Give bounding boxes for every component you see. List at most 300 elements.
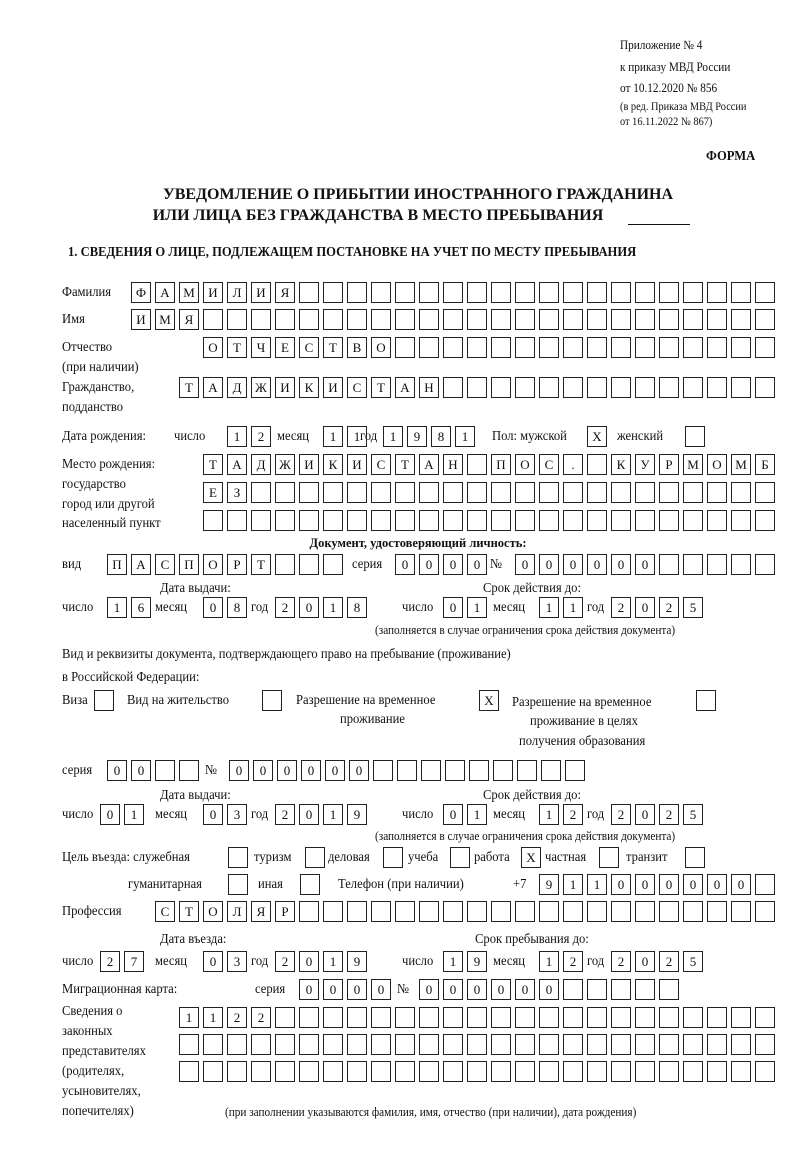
char-box-doc_number[interactable] — [731, 554, 751, 575]
char-box-surname[interactable] — [491, 282, 511, 303]
char-box-birth_year[interactable]: 1 — [383, 426, 403, 447]
char-box-legal_reps-0[interactable]: 1 — [203, 1007, 223, 1028]
char-box-surname[interactable] — [707, 282, 727, 303]
char-box-legal_reps-0[interactable] — [683, 1007, 703, 1028]
char-box-legal_reps-1[interactable] — [587, 1034, 607, 1055]
char-box-birthplace-2[interactable] — [323, 510, 343, 531]
char-box-profession[interactable] — [443, 901, 463, 922]
char-box-birthplace-1[interactable] — [491, 482, 511, 503]
char-box-name[interactable] — [299, 309, 319, 330]
char-box-migration_number[interactable] — [563, 979, 583, 1000]
char-box-doc_type[interactable]: Т — [251, 554, 271, 575]
char-box-surname[interactable] — [371, 282, 391, 303]
char-box-surname[interactable] — [467, 282, 487, 303]
checkbox-purpose-tourism[interactable] — [305, 847, 325, 868]
char-box-birthplace-0[interactable]: Ж — [275, 454, 295, 475]
char-box-doc_number[interactable]: 0 — [635, 554, 655, 575]
char-box-legal_reps-2[interactable] — [251, 1061, 271, 1082]
char-box-name[interactable] — [491, 309, 511, 330]
char-box-surname[interactable] — [443, 282, 463, 303]
char-box-birthplace-2[interactable] — [731, 510, 751, 531]
char-box-permit_series[interactable]: 0 — [131, 760, 151, 781]
char-box-stay_until-day[interactable]: 1 — [443, 951, 463, 972]
char-box-patronymic[interactable] — [515, 337, 535, 358]
char-box-legal_reps-1[interactable] — [707, 1034, 727, 1055]
char-box-name[interactable]: М — [155, 309, 175, 330]
char-box-profession[interactable]: О — [203, 901, 223, 922]
char-box-patronymic[interactable] — [587, 337, 607, 358]
char-box-birth_month[interactable]: 1 — [323, 426, 343, 447]
char-box-phone[interactable]: 0 — [683, 874, 703, 895]
char-box-legal_reps-0[interactable] — [611, 1007, 631, 1028]
checkbox-purpose-official[interactable] — [228, 847, 248, 868]
char-box-phone[interactable] — [755, 874, 775, 895]
char-box-legal_reps-2[interactable] — [635, 1061, 655, 1082]
char-box-legal_reps-2[interactable] — [515, 1061, 535, 1082]
char-box-doc_issue-year[interactable]: 2 — [275, 597, 295, 618]
char-box-permit_number[interactable]: 0 — [277, 760, 297, 781]
char-box-name[interactable] — [683, 309, 703, 330]
char-box-birthplace-1[interactable] — [299, 482, 319, 503]
char-box-birth_year[interactable]: 1 — [455, 426, 475, 447]
checkbox-purpose-business[interactable] — [383, 847, 403, 868]
char-box-legal_reps-1[interactable] — [203, 1034, 223, 1055]
char-box-birthplace-1[interactable] — [755, 482, 775, 503]
checkbox-residence_permit[interactable] — [262, 690, 282, 711]
char-box-legal_reps-1[interactable] — [611, 1034, 631, 1055]
char-box-migration_series[interactable]: 0 — [299, 979, 319, 1000]
char-box-doc_number[interactable] — [755, 554, 775, 575]
char-box-legal_reps-1[interactable] — [755, 1034, 775, 1055]
char-box-citizenship[interactable]: Т — [179, 377, 199, 398]
char-box-birthplace-2[interactable] — [251, 510, 271, 531]
char-box-permit_number[interactable] — [565, 760, 585, 781]
checkbox-purpose-humanitarian[interactable] — [228, 874, 248, 895]
char-box-birthplace-1[interactable] — [731, 482, 751, 503]
char-box-legal_reps-1[interactable] — [443, 1034, 463, 1055]
char-box-legal_reps-0[interactable] — [395, 1007, 415, 1028]
char-box-doc_issue-year[interactable]: 0 — [299, 597, 319, 618]
char-box-birthplace-2[interactable] — [467, 510, 487, 531]
char-box-doc_type[interactable]: П — [179, 554, 199, 575]
char-box-legal_reps-2[interactable] — [443, 1061, 463, 1082]
char-box-doc_number[interactable]: 0 — [539, 554, 559, 575]
char-box-profession[interactable] — [755, 901, 775, 922]
char-box-birthplace-1[interactable] — [707, 482, 727, 503]
char-box-profession[interactable] — [635, 901, 655, 922]
char-box-name[interactable] — [731, 309, 751, 330]
char-box-surname[interactable]: Я — [275, 282, 295, 303]
char-box-name[interactable] — [659, 309, 679, 330]
char-box-entry-day[interactable]: 7 — [124, 951, 144, 972]
char-box-migration_number[interactable] — [611, 979, 631, 1000]
char-box-name[interactable] — [587, 309, 607, 330]
char-box-birthplace-1[interactable] — [659, 482, 679, 503]
char-box-permit_number[interactable]: 0 — [301, 760, 321, 781]
char-box-birthplace-0[interactable]: П — [491, 454, 511, 475]
char-box-birth_year[interactable]: 9 — [407, 426, 427, 447]
char-box-legal_reps-0[interactable] — [299, 1007, 319, 1028]
char-box-name[interactable] — [755, 309, 775, 330]
char-box-birthplace-2[interactable] — [347, 510, 367, 531]
char-box-birthplace-0[interactable]: Т — [395, 454, 415, 475]
char-box-birthplace-1[interactable] — [539, 482, 559, 503]
char-box-profession[interactable] — [419, 901, 439, 922]
char-box-citizenship[interactable] — [467, 377, 487, 398]
char-box-surname[interactable] — [635, 282, 655, 303]
char-box-birthplace-0[interactable]: Б — [755, 454, 775, 475]
checkbox-purpose-private[interactable] — [599, 847, 619, 868]
char-box-surname[interactable]: А — [155, 282, 175, 303]
char-box-birthplace-0[interactable]: К — [611, 454, 631, 475]
char-box-birthplace-1[interactable] — [467, 482, 487, 503]
checkbox-purpose-study[interactable] — [450, 847, 470, 868]
char-box-citizenship[interactable]: Ж — [251, 377, 271, 398]
char-box-surname[interactable] — [611, 282, 631, 303]
char-box-permit_number[interactable] — [493, 760, 513, 781]
char-box-birthplace-0[interactable] — [467, 454, 487, 475]
char-box-legal_reps-1[interactable] — [275, 1034, 295, 1055]
char-box-legal_reps-0[interactable]: 2 — [251, 1007, 271, 1028]
char-box-permit_valid-year[interactable]: 2 — [659, 804, 679, 825]
char-box-birthplace-0[interactable]: И — [347, 454, 367, 475]
char-box-legal_reps-1[interactable] — [683, 1034, 703, 1055]
char-box-patronymic[interactable] — [539, 337, 559, 358]
char-box-surname[interactable] — [683, 282, 703, 303]
char-box-legal_reps-1[interactable] — [419, 1034, 439, 1055]
char-box-doc_issue-day[interactable]: 6 — [131, 597, 151, 618]
char-box-legal_reps-1[interactable] — [323, 1034, 343, 1055]
char-box-patronymic[interactable] — [491, 337, 511, 358]
char-box-entry-year[interactable]: 1 — [323, 951, 343, 972]
char-box-name[interactable] — [395, 309, 415, 330]
char-box-permit_series[interactable] — [155, 760, 175, 781]
char-box-legal_reps-1[interactable] — [659, 1034, 679, 1055]
char-box-stay_until-year[interactable]: 0 — [635, 951, 655, 972]
char-box-citizenship[interactable] — [659, 377, 679, 398]
char-box-migration_number[interactable] — [587, 979, 607, 1000]
char-box-phone[interactable]: 1 — [587, 874, 607, 895]
char-box-doc_valid-month[interactable]: 1 — [563, 597, 583, 618]
char-box-legal_reps-0[interactable] — [515, 1007, 535, 1028]
char-box-surname[interactable] — [347, 282, 367, 303]
char-box-birthplace-2[interactable] — [491, 510, 511, 531]
char-box-legal_reps-1[interactable] — [515, 1034, 535, 1055]
char-box-citizenship[interactable] — [443, 377, 463, 398]
char-box-citizenship[interactable] — [635, 377, 655, 398]
char-box-patronymic[interactable]: С — [299, 337, 319, 358]
char-box-birthplace-2[interactable] — [755, 510, 775, 531]
char-box-doc_issue-month[interactable]: 0 — [203, 597, 223, 618]
char-box-doc_issue-year[interactable]: 8 — [347, 597, 367, 618]
char-box-permit_issue-month[interactable]: 0 — [203, 804, 223, 825]
char-box-name[interactable] — [419, 309, 439, 330]
char-box-legal_reps-2[interactable] — [587, 1061, 607, 1082]
char-box-permit_number[interactable] — [445, 760, 465, 781]
char-box-birthplace-2[interactable] — [395, 510, 415, 531]
char-box-legal_reps-2[interactable] — [323, 1061, 343, 1082]
char-box-name[interactable] — [467, 309, 487, 330]
char-box-legal_reps-0[interactable] — [371, 1007, 391, 1028]
char-box-doc_type[interactable]: О — [203, 554, 223, 575]
char-box-stay_until-month[interactable]: 2 — [563, 951, 583, 972]
char-box-birthplace-2[interactable] — [515, 510, 535, 531]
char-box-name[interactable] — [227, 309, 247, 330]
char-box-profession[interactable] — [731, 901, 751, 922]
char-box-legal_reps-0[interactable] — [707, 1007, 727, 1028]
char-box-profession[interactable] — [707, 901, 727, 922]
char-box-legal_reps-0[interactable]: 2 — [227, 1007, 247, 1028]
char-box-patronymic[interactable] — [755, 337, 775, 358]
char-box-doc_number[interactable]: 0 — [563, 554, 583, 575]
checkbox-purpose-work[interactable]: X — [521, 847, 541, 868]
char-box-doc_issue-day[interactable]: 1 — [107, 597, 127, 618]
char-box-name[interactable] — [251, 309, 271, 330]
char-box-birthplace-2[interactable] — [611, 510, 631, 531]
char-box-name[interactable] — [635, 309, 655, 330]
char-box-permit_issue-day[interactable]: 1 — [124, 804, 144, 825]
char-box-patronymic[interactable]: Е — [275, 337, 295, 358]
char-box-permit_number[interactable] — [373, 760, 393, 781]
char-box-birthplace-1[interactable] — [563, 482, 583, 503]
char-box-profession[interactable] — [539, 901, 559, 922]
char-box-legal_reps-2[interactable] — [179, 1061, 199, 1082]
char-box-citizenship[interactable]: Н — [419, 377, 439, 398]
char-box-permit_issue-year[interactable]: 2 — [275, 804, 295, 825]
char-box-doc_valid-year[interactable]: 0 — [635, 597, 655, 618]
char-box-stay_until-year[interactable]: 5 — [683, 951, 703, 972]
char-box-migration_number[interactable]: 0 — [491, 979, 511, 1000]
char-box-birthplace-2[interactable] — [419, 510, 439, 531]
char-box-doc_number[interactable] — [707, 554, 727, 575]
char-box-entry-year[interactable]: 2 — [275, 951, 295, 972]
char-box-legal_reps-2[interactable] — [491, 1061, 511, 1082]
char-box-citizenship[interactable]: И — [323, 377, 343, 398]
char-box-birthplace-2[interactable] — [659, 510, 679, 531]
char-box-birthplace-2[interactable] — [299, 510, 319, 531]
char-box-legal_reps-0[interactable] — [563, 1007, 583, 1028]
char-box-surname[interactable]: И — [251, 282, 271, 303]
char-box-birthplace-0[interactable]: Т — [203, 454, 223, 475]
char-box-permit_number[interactable] — [421, 760, 441, 781]
char-box-stay_until-day[interactable]: 9 — [467, 951, 487, 972]
char-box-citizenship[interactable] — [491, 377, 511, 398]
char-box-surname[interactable] — [731, 282, 751, 303]
char-box-birth_month[interactable]: 1 — [347, 426, 367, 447]
char-box-doc_type[interactable] — [299, 554, 319, 575]
char-box-surname[interactable] — [299, 282, 319, 303]
char-box-migration_number[interactable] — [659, 979, 679, 1000]
char-box-legal_reps-1[interactable] — [347, 1034, 367, 1055]
char-box-patronymic[interactable] — [443, 337, 463, 358]
char-box-legal_reps-2[interactable] — [347, 1061, 367, 1082]
char-box-patronymic[interactable]: О — [371, 337, 391, 358]
char-box-legal_reps-2[interactable] — [227, 1061, 247, 1082]
char-box-migration_number[interactable]: 0 — [443, 979, 463, 1000]
char-box-birthplace-0[interactable]: Н — [443, 454, 463, 475]
char-box-legal_reps-2[interactable] — [395, 1061, 415, 1082]
char-box-birthplace-1[interactable] — [275, 482, 295, 503]
checkbox-purpose-other[interactable] — [300, 874, 320, 895]
char-box-patronymic[interactable] — [467, 337, 487, 358]
char-box-migration_series[interactable]: 0 — [347, 979, 367, 1000]
char-box-legal_reps-0[interactable] — [491, 1007, 511, 1028]
char-box-doc_number[interactable] — [683, 554, 703, 575]
char-box-permit_number[interactable] — [541, 760, 561, 781]
char-box-legal_reps-1[interactable] — [371, 1034, 391, 1055]
char-box-citizenship[interactable] — [755, 377, 775, 398]
char-box-legal_reps-2[interactable] — [419, 1061, 439, 1082]
char-box-birthplace-1[interactable] — [395, 482, 415, 503]
char-box-birth_day[interactable]: 1 — [227, 426, 247, 447]
char-box-entry-day[interactable]: 2 — [100, 951, 120, 972]
char-box-doc_number[interactable] — [659, 554, 679, 575]
char-box-birthplace-2[interactable] — [203, 510, 223, 531]
char-box-profession[interactable] — [683, 901, 703, 922]
char-box-doc_type[interactable]: Р — [227, 554, 247, 575]
char-box-citizenship[interactable] — [539, 377, 559, 398]
char-box-birthplace-2[interactable] — [587, 510, 607, 531]
char-box-name[interactable] — [443, 309, 463, 330]
char-box-doc_type[interactable] — [275, 554, 295, 575]
char-box-legal_reps-0[interactable] — [443, 1007, 463, 1028]
char-box-legal_reps-2[interactable] — [539, 1061, 559, 1082]
char-box-citizenship[interactable] — [707, 377, 727, 398]
checkbox-sex_female[interactable] — [685, 426, 705, 447]
char-box-doc_valid-year[interactable]: 5 — [683, 597, 703, 618]
char-box-patronymic[interactable] — [611, 337, 631, 358]
char-box-doc_valid-day[interactable]: 1 — [467, 597, 487, 618]
char-box-permit_number[interactable]: 0 — [229, 760, 249, 781]
char-box-surname[interactable] — [659, 282, 679, 303]
char-box-profession[interactable] — [395, 901, 415, 922]
char-box-doc_valid-day[interactable]: 0 — [443, 597, 463, 618]
char-box-birthplace-2[interactable] — [635, 510, 655, 531]
char-box-surname[interactable] — [323, 282, 343, 303]
char-box-name[interactable] — [515, 309, 535, 330]
char-box-doc_valid-year[interactable]: 2 — [659, 597, 679, 618]
char-box-migration_series[interactable]: 0 — [323, 979, 343, 1000]
char-box-profession[interactable] — [587, 901, 607, 922]
char-box-surname[interactable]: Л — [227, 282, 247, 303]
char-box-patronymic[interactable] — [395, 337, 415, 358]
char-box-migration_number[interactable]: 0 — [419, 979, 439, 1000]
char-box-legal_reps-2[interactable] — [203, 1061, 223, 1082]
char-box-doc_number[interactable]: 0 — [515, 554, 535, 575]
char-box-birthplace-1[interactable] — [635, 482, 655, 503]
char-box-permit_number[interactable]: 0 — [349, 760, 369, 781]
char-box-birthplace-1[interactable] — [587, 482, 607, 503]
char-box-legal_reps-0[interactable] — [323, 1007, 343, 1028]
char-box-birthplace-1[interactable] — [419, 482, 439, 503]
char-box-legal_reps-0[interactable]: 1 — [179, 1007, 199, 1028]
char-box-birthplace-0[interactable]: И — [299, 454, 319, 475]
char-box-entry-month[interactable]: 0 — [203, 951, 223, 972]
char-box-permit_number[interactable]: 0 — [253, 760, 273, 781]
char-box-entry-year[interactable]: 9 — [347, 951, 367, 972]
char-box-legal_reps-0[interactable] — [755, 1007, 775, 1028]
char-box-legal_reps-1[interactable] — [635, 1034, 655, 1055]
char-box-legal_reps-2[interactable] — [563, 1061, 583, 1082]
char-box-doc_number[interactable]: 0 — [587, 554, 607, 575]
char-box-birth_day[interactable]: 2 — [251, 426, 271, 447]
char-box-legal_reps-1[interactable] — [731, 1034, 751, 1055]
char-box-stay_until-month[interactable]: 1 — [539, 951, 559, 972]
char-box-legal_reps-2[interactable] — [731, 1061, 751, 1082]
char-box-permit_issue-day[interactable]: 0 — [100, 804, 120, 825]
char-box-legal_reps-1[interactable] — [467, 1034, 487, 1055]
char-box-birthplace-0[interactable]: Д — [251, 454, 271, 475]
char-box-permit_series[interactable] — [179, 760, 199, 781]
char-box-permit_number[interactable] — [517, 760, 537, 781]
char-box-phone[interactable]: 0 — [731, 874, 751, 895]
char-box-patronymic[interactable] — [707, 337, 727, 358]
char-box-surname[interactable] — [539, 282, 559, 303]
char-box-patronymic[interactable]: Т — [227, 337, 247, 358]
char-box-legal_reps-2[interactable] — [299, 1061, 319, 1082]
char-box-birthplace-2[interactable] — [539, 510, 559, 531]
char-box-permit_issue-year[interactable]: 0 — [299, 804, 319, 825]
char-box-citizenship[interactable] — [611, 377, 631, 398]
char-box-profession[interactable]: Л — [227, 901, 247, 922]
char-box-doc_type[interactable]: А — [131, 554, 151, 575]
char-box-profession[interactable]: С — [155, 901, 175, 922]
char-box-permit_valid-day[interactable]: 0 — [443, 804, 463, 825]
char-box-citizenship[interactable] — [587, 377, 607, 398]
char-box-birthplace-0[interactable]: С — [371, 454, 391, 475]
char-box-legal_reps-2[interactable] — [467, 1061, 487, 1082]
char-box-permit_valid-day[interactable]: 1 — [467, 804, 487, 825]
char-box-permit_number[interactable]: 0 — [325, 760, 345, 781]
char-box-profession[interactable]: Т — [179, 901, 199, 922]
char-box-legal_reps-0[interactable] — [659, 1007, 679, 1028]
char-box-permit_issue-month[interactable]: 3 — [227, 804, 247, 825]
char-box-doc_series[interactable]: 0 — [443, 554, 463, 575]
char-box-legal_reps-1[interactable] — [539, 1034, 559, 1055]
char-box-profession[interactable] — [563, 901, 583, 922]
char-box-doc_type[interactable]: С — [155, 554, 175, 575]
char-box-citizenship[interactable]: А — [395, 377, 415, 398]
char-box-permit_series[interactable]: 0 — [107, 760, 127, 781]
char-box-legal_reps-0[interactable] — [635, 1007, 655, 1028]
char-box-birthplace-1[interactable] — [251, 482, 271, 503]
char-box-doc_series[interactable]: 0 — [467, 554, 487, 575]
char-box-phone[interactable]: 0 — [635, 874, 655, 895]
char-box-name[interactable] — [707, 309, 727, 330]
char-box-doc_issue-year[interactable]: 1 — [323, 597, 343, 618]
char-box-birthplace-1[interactable] — [683, 482, 703, 503]
char-box-phone[interactable]: 1 — [563, 874, 583, 895]
char-box-doc_series[interactable]: 0 — [419, 554, 439, 575]
char-box-doc_type[interactable]: П — [107, 554, 127, 575]
char-box-name[interactable] — [539, 309, 559, 330]
char-box-citizenship[interactable]: С — [347, 377, 367, 398]
char-box-surname[interactable] — [587, 282, 607, 303]
char-box-permit_valid-year[interactable]: 5 — [683, 804, 703, 825]
char-box-doc_series[interactable]: 0 — [395, 554, 415, 575]
char-box-citizenship[interactable]: А — [203, 377, 223, 398]
char-box-surname[interactable] — [395, 282, 415, 303]
char-box-name[interactable]: И — [131, 309, 151, 330]
char-box-birthplace-2[interactable] — [563, 510, 583, 531]
char-box-legal_reps-2[interactable] — [755, 1061, 775, 1082]
char-box-phone[interactable]: 0 — [707, 874, 727, 895]
char-box-doc_valid-month[interactable]: 1 — [539, 597, 559, 618]
char-box-surname[interactable]: М — [179, 282, 199, 303]
char-box-birthplace-0[interactable]: У — [635, 454, 655, 475]
char-box-birthplace-0[interactable]: Р — [659, 454, 679, 475]
char-box-legal_reps-1[interactable] — [179, 1034, 199, 1055]
